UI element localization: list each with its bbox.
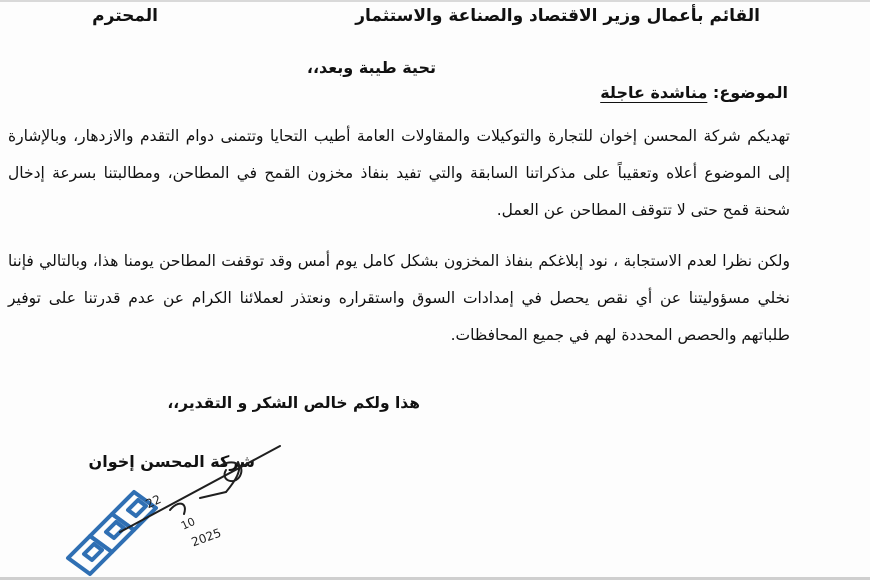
body-paragraph-1: تهديكم شركة المحسن إخوان للتجارة والتوكيلات والمقاولات العامة أطيب التحايا وتتمنى دوام التقدم والازدهار، وبالإشارة إلى الموضوع أعلاه وتعقيباً على مذكراتنا السابقة والتي تفيد بنفاذ مخزون القمح في المطاحن، ومطالبتنا بسرعة إدخال شحنة قمح حتى لا تتوقف المطاحن عن العمل. [8, 127, 790, 219]
signature-tick-1 [200, 492, 226, 498]
signature-long-stroke [120, 446, 280, 532]
subject-line [600, 83, 788, 102]
signature-tick-2 [170, 504, 185, 514]
stamp-block-1 [68, 536, 112, 574]
signature-strokes [120, 446, 280, 532]
body-paragraph-2: ولكن نظرا لعدم الاستجابة ، نود إبلاغكم بنفاذ المخزون بشكل كامل يوم أمس وقد توقفت المطاحن يومنا هذا، وبالتالي فإننا نخلي مسؤوليتنا عن أي نقص يحصل في إمدادات السوق واستقراره ونعتذر لعملائنا الكرام عن عدم قدرتنا على توفير طلباتهم والحصص المحددة لهم في جميع المحافظات. [8, 252, 790, 344]
stamp-inner-2 [106, 522, 124, 538]
signature-hook [226, 462, 239, 492]
stamp-inner-1 [84, 544, 102, 560]
company-stamp-logo [68, 492, 156, 574]
signature-month: 10 [179, 514, 198, 533]
addressee-line: القائم بأعمال وزير الاقتصاد والصناعة والاستثمار [355, 6, 760, 26]
signature-year: 2025 [189, 525, 224, 550]
subject-label: الموضوع: [712, 83, 788, 102]
closing-line: هذا ولكم خالص الشكر و التقدير،، [167, 394, 420, 412]
stamp-inner-3 [128, 500, 146, 516]
top-border [0, 0, 870, 2]
honorific: المحترم [92, 6, 158, 26]
greeting: تحية طيبة وبعد،، [306, 58, 436, 77]
signature-day: 22 [143, 492, 164, 512]
signatory-name: شركة المحسن إخوان [88, 452, 255, 471]
subject-value: مناشدة عاجلة [600, 83, 708, 102]
signature-stamp [50, 440, 310, 580]
